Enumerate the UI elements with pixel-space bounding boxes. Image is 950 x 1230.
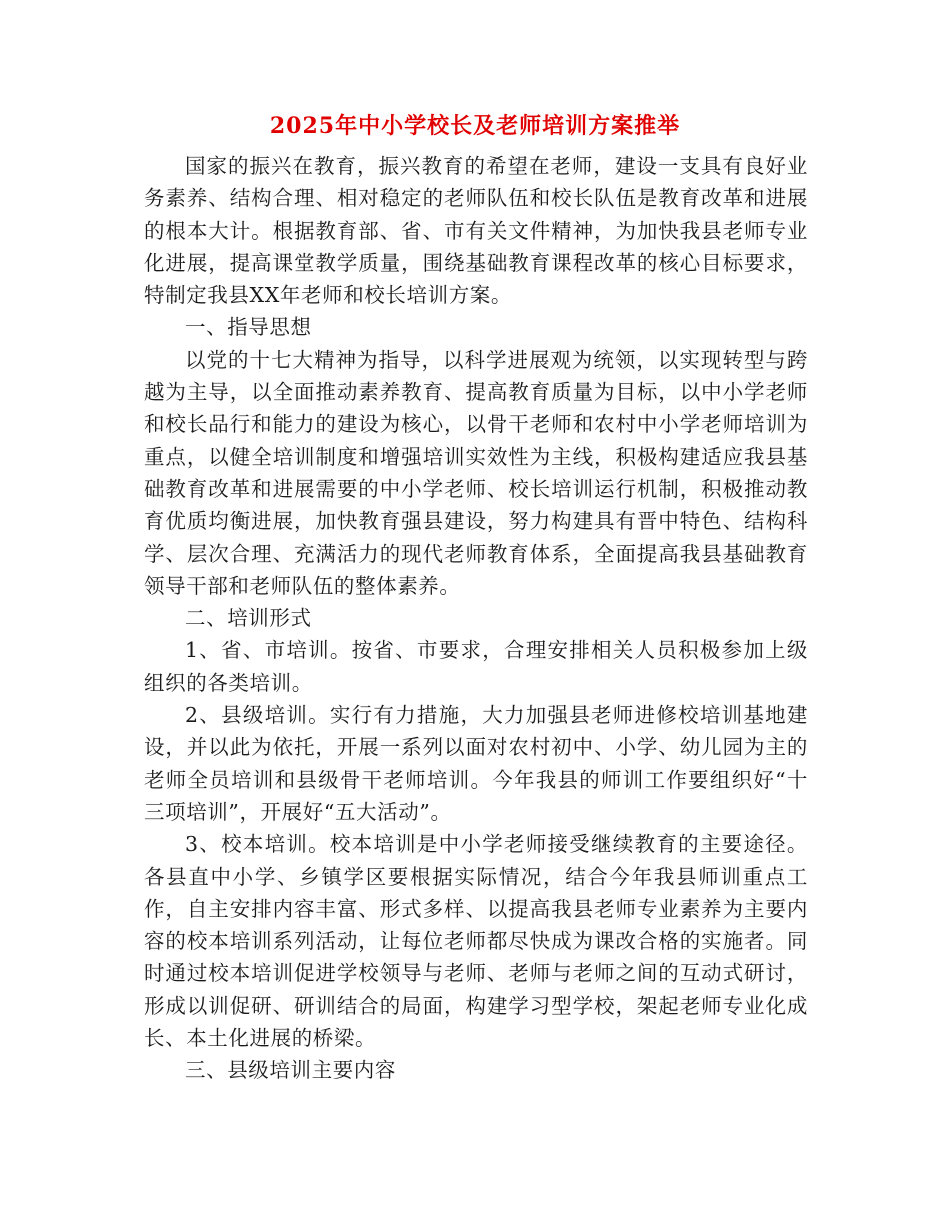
- document-title: 2025年中小学校长及老师培训方案推举: [269, 113, 681, 139]
- paragraph-intro: 国家的振兴在教育，振兴教育的希望在老师，建设一支具有良好业务素养、结构合理、相对稳定的老师队伍和校长队伍是教育改革和进展的根本大计。根据教育部、省、市有关文件精神，为加快我县老师专业化进展，提高课堂教学质量，围绕基础教育课程改革的核心目标要求，特制定我县XX年老师和校长培训方案。: [144, 154, 808, 308]
- section-heading-county-training-content: 三、县级培训主要内容: [185, 1058, 396, 1083]
- section-heading-training-forms: 二、培训形式: [185, 606, 312, 631]
- document-body: [144, 150, 808, 1087]
- paragraph-guiding-ideology: 以党的十七大精神为指导，以科学进展观为统领，以实现转型与跨越为主导，以全面推动素养教育、提高教育质量为目标，以中小学老师和校长品行和能力的建设为核心，以骨干老师和农村中小学老师培训为重点，以健全培训制度和增强培训实效性为主线，积极构建适应我县基础教育改革和进展需要的中小学老师、校长培训运行机制，积极推动教育优质均衡进展，加快教育强县建设，努力构建具有晋中特色、结构科学、层次合理、充满活力的现代老师教育体系，全面提高我县基础教育领导干部和老师队伍的整体素养。: [144, 347, 808, 598]
- section-heading-guiding-ideology: 一、指导思想: [185, 315, 312, 340]
- paragraph-school-based-training: 3、校本培训。校本培训是中小学老师接受继续教育的主要途径。各县直中小学、乡镇学区要根据实际情况，结合今年我县师训重点工作，自主安排内容丰富、形式多样、以提高我县老师专业素养为主要内容的校本培训系列活动，让每位老师都尽快成为课改合格的实施者。同时通过校本培训促进学校领导与老师、老师与老师之间的互动式研讨，形成以训促研、研训结合的局面，构建学习型学校，架起老师专业化成长、本土化进展的桥梁。: [144, 832, 808, 1051]
- paragraph-county-training: 2、县级培训。实行有力措施，大力加强县老师进修校培训基地建设，并以此为依托，开展一系列以面对农村初中、小学、幼儿园为主的老师全员培训和县级骨干老师培训。今年我县的师训工作要组织好“十三项培训”，开展好“五大活动”。: [144, 703, 808, 824]
- paragraph-provincial-training: 1、省、市培训。按省、市要求，合理安排相关人员积极参加上级组织的各类培训。: [144, 638, 808, 695]
